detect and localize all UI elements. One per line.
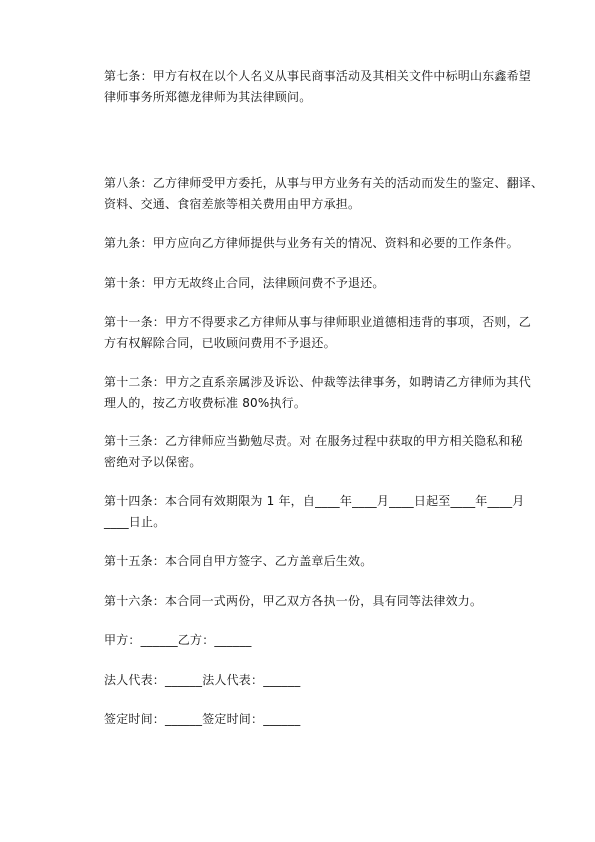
- signature-representatives: [104, 670, 532, 691]
- clause-16: [104, 591, 532, 612]
- clause-12: [104, 372, 532, 414]
- clause-11: [104, 312, 532, 354]
- clause-12-line-2: 理人的，按乙方收费标准 80%执行。: [104, 396, 307, 410]
- clause-16-line-1: 第十六条：本合同一式两份，甲乙双方各执一份，具有同等法律效力。: [104, 594, 483, 608]
- signature-dates: [104, 709, 532, 730]
- signature-parties: [104, 630, 532, 651]
- clause-13-line-1: 第十三条：乙方律师应当勤勉尽责。对 在服务过程中获取的甲方相关隐私和秘: [104, 434, 523, 448]
- clause-14-line-1: 第十四条：本合同有效期限为 1 年，自____年____月____日起至____年____月: [104, 494, 525, 508]
- clause-13-line-2: 密绝对予以保密。: [104, 455, 202, 469]
- clause-11-line-2: 方有权解除合同，已收顾问费用不予退还。: [104, 336, 336, 350]
- clause-7-line-1: 第七条：甲方有权在以个人名义从事民商事活动及其相关文件中标明山东鑫希望: [104, 69, 532, 83]
- clause-12-line-1: 第十二条：甲方之直系亲属涉及诉讼、仲裁等法律事务，如聘请乙方律师为其代: [104, 375, 532, 389]
- clause-14: [104, 491, 532, 533]
- clause-9-line-1: 第九条：甲方应向乙方律师提供与业务有关的情况、资料和必要的工作条件。: [104, 236, 519, 250]
- clause-13: [104, 431, 532, 473]
- clause-7-line-2: 律师事务所郑德龙律师为其法律顾问。: [104, 90, 312, 104]
- clause-10: [104, 273, 532, 294]
- clause-8-line-1: 第八条：乙方律师受甲方委托，从事与甲方业务有关的活动而发生的鉴定、翻译、: [104, 176, 544, 190]
- clause-9: [104, 233, 532, 254]
- signature-parties-line: 甲方：______乙方：______: [104, 633, 252, 647]
- clause-8: [104, 173, 544, 215]
- clause-7: [104, 66, 532, 108]
- clause-10-line-1: 第十条：甲方无故终止合同，法律顾问费不予退还。: [104, 276, 385, 290]
- clause-15-line-1: 第十五条：本合同自甲方签字、乙方盖章后生效。: [104, 554, 373, 568]
- clause-14-line-2: ____日止。: [104, 515, 166, 529]
- signature-dates-line: 签定时间：______签定时间：______: [104, 712, 301, 726]
- clause-11-line-1: 第十一条：甲方不得要求乙方律师从事与律师职业道德相违背的事项，否则，乙: [104, 315, 532, 329]
- clause-15: [104, 551, 532, 572]
- signature-representatives-line: 法人代表：______法人代表：______: [104, 673, 301, 687]
- clause-8-line-2: 资料、交通、食宿差旅等相关费用由甲方承担。: [104, 197, 361, 211]
